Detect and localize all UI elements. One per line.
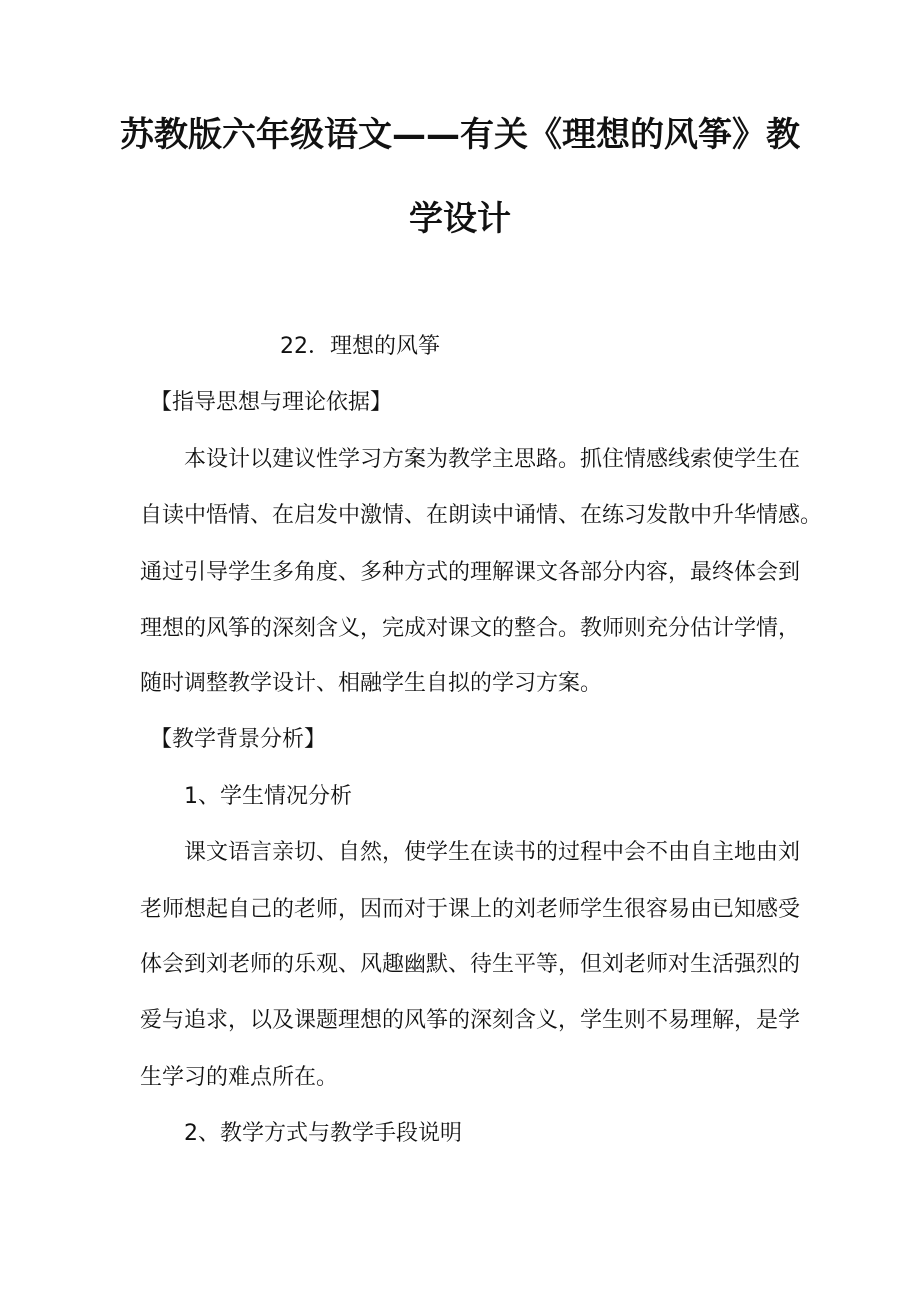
subsection-heading-teaching-methods: 2、教学方式与教学手段说明 — [184, 1121, 462, 1146]
paragraph-line: 老师想起自己的老师，因而对于课上的刘老师学生很容易由已知感受 — [140, 897, 801, 922]
paragraph-line: 随时调整教学设计、相融学生自拟的学习方案。 — [140, 671, 603, 696]
section-heading-background: 【教学背景分析】 — [150, 727, 327, 752]
section-heading-guiding-theory: 【指导思想与理论依据】 — [150, 390, 393, 415]
paragraph-line: 理想的风筝的深刻含义，完成对课文的整合。教师则充分估计学情， — [140, 616, 801, 641]
paragraph-line: 爱与追求，以及课题理想的风筝的深刻含义，学生则不易理解，是学 — [140, 1008, 801, 1033]
paragraph-line: 通过引导学生多角度、多种方式的理解课文各部分内容，最终体会到 — [140, 560, 801, 585]
paragraph-line: 课文语言亲切、自然，使学生在读书的过程中会不由自主地由刘 — [184, 840, 801, 865]
paragraph-line: 体会到刘老师的乐观、风趣幽默、待生平等，但刘老师对生活强烈的 — [140, 952, 801, 977]
subsection-heading-student-analysis: 1、学生情况分析 — [184, 784, 352, 809]
document-title-line-1: 苏教版六年级语文——有关《理想的风筝》教 — [120, 115, 800, 155]
paragraph-line: 生学习的难点所在。 — [140, 1065, 339, 1090]
lesson-heading: 22．理想的风筝 — [280, 334, 440, 359]
document-title-line-2: 学设计 — [409, 199, 511, 239]
paragraph-line: 本设计以建议性学习方案为教学主思路。抓住情感线索使学生在 — [184, 447, 801, 472]
paragraph-line: 自读中悟情、在启发中激情、在朗读中诵情、在练习发散中升华情感。 — [140, 503, 823, 528]
